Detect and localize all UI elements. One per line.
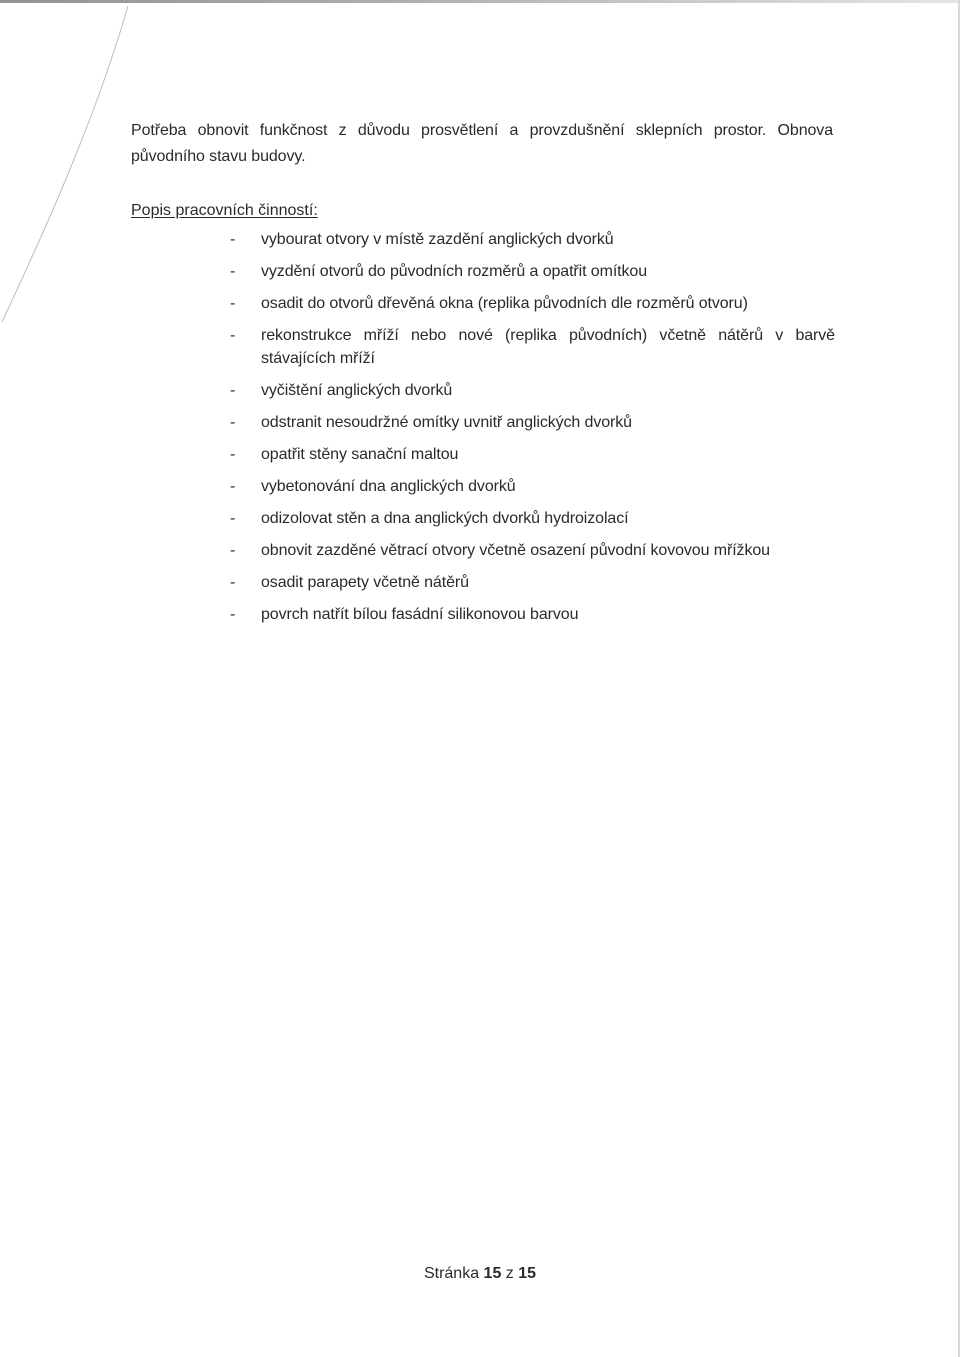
list-bullet-dash: - <box>230 574 236 591</box>
footer-separator: z <box>505 1265 514 1282</box>
list-bullet-dash: - <box>230 606 236 623</box>
list-bullet-dash: - <box>230 327 236 344</box>
scan-artifact-line <box>0 0 140 360</box>
list-item-text: vybetonování dna anglických dvorků <box>261 478 516 495</box>
scan-edge-top <box>0 0 960 3</box>
page-footer <box>0 1263 960 1285</box>
list-bullet-dash: - <box>230 478 236 495</box>
section-title: Popis pracovních činností: <box>131 202 318 219</box>
list-item-text: vyčištění anglických dvorků <box>261 382 453 399</box>
list-item <box>230 443 835 466</box>
list-item <box>230 228 835 251</box>
list-item-text: vyzdění otvorů do původních rozměrů a opatřit omítkou <box>261 263 648 280</box>
list-bullet-dash: - <box>230 263 236 280</box>
list-item <box>230 324 835 370</box>
list-item <box>230 539 835 562</box>
list-item-text: vybourat otvory v místě zazdění anglických dvorků <box>261 231 614 248</box>
list-item <box>230 603 835 626</box>
list-item <box>230 411 835 434</box>
list-item-text: odizolovat stěn a dna anglických dvorků hydroizolací <box>261 510 629 527</box>
list-bullet-dash: - <box>230 510 236 527</box>
list-bullet-dash: - <box>230 414 236 431</box>
list-item-text: odstranit nesoudržné omítky uvnitř anglických dvorků <box>261 414 632 431</box>
list-item <box>230 475 835 498</box>
list-bullet-dash: - <box>230 382 236 399</box>
list-item-text: opatřit stěny sanační maltou <box>261 446 459 463</box>
list-item-text: osadit do otvorů dřevěná okna (replika původních dle rozměrů otvoru) <box>261 295 748 312</box>
list-item <box>230 571 835 594</box>
list-item <box>230 260 835 283</box>
list-bullet-dash: - <box>230 295 236 312</box>
intro-paragraph: Potřeba obnovit funkčnost z důvodu prosvětlení a provzdušnění sklepních prostor. Obnova původního stavu budovy. <box>131 122 833 165</box>
footer-page-total: 15 <box>518 1265 537 1282</box>
list-bullet-dash: - <box>230 231 236 248</box>
list-item <box>230 507 835 530</box>
list-bullet-dash: - <box>230 542 236 559</box>
list-item-text: povrch natřít bílou fasádní silikonovou barvou <box>261 606 579 623</box>
list-bullet-dash: - <box>230 446 236 463</box>
footer-prefix: Stránka <box>423 1265 480 1282</box>
list-item <box>230 379 835 402</box>
list-item-text: obnovit zazděné větrací otvory včetně osazení původní kovovou mřížkou <box>261 542 770 559</box>
task-list <box>230 228 835 635</box>
list-item-text: rekonstrukce mříží nebo nové (replika původních) včetně nátěrů v barvě stávajících mříží <box>261 327 835 367</box>
list-item <box>230 292 835 315</box>
list-item-text: osadit parapety včetně nátěrů <box>261 574 469 591</box>
footer-page-number: 15 <box>483 1265 502 1282</box>
